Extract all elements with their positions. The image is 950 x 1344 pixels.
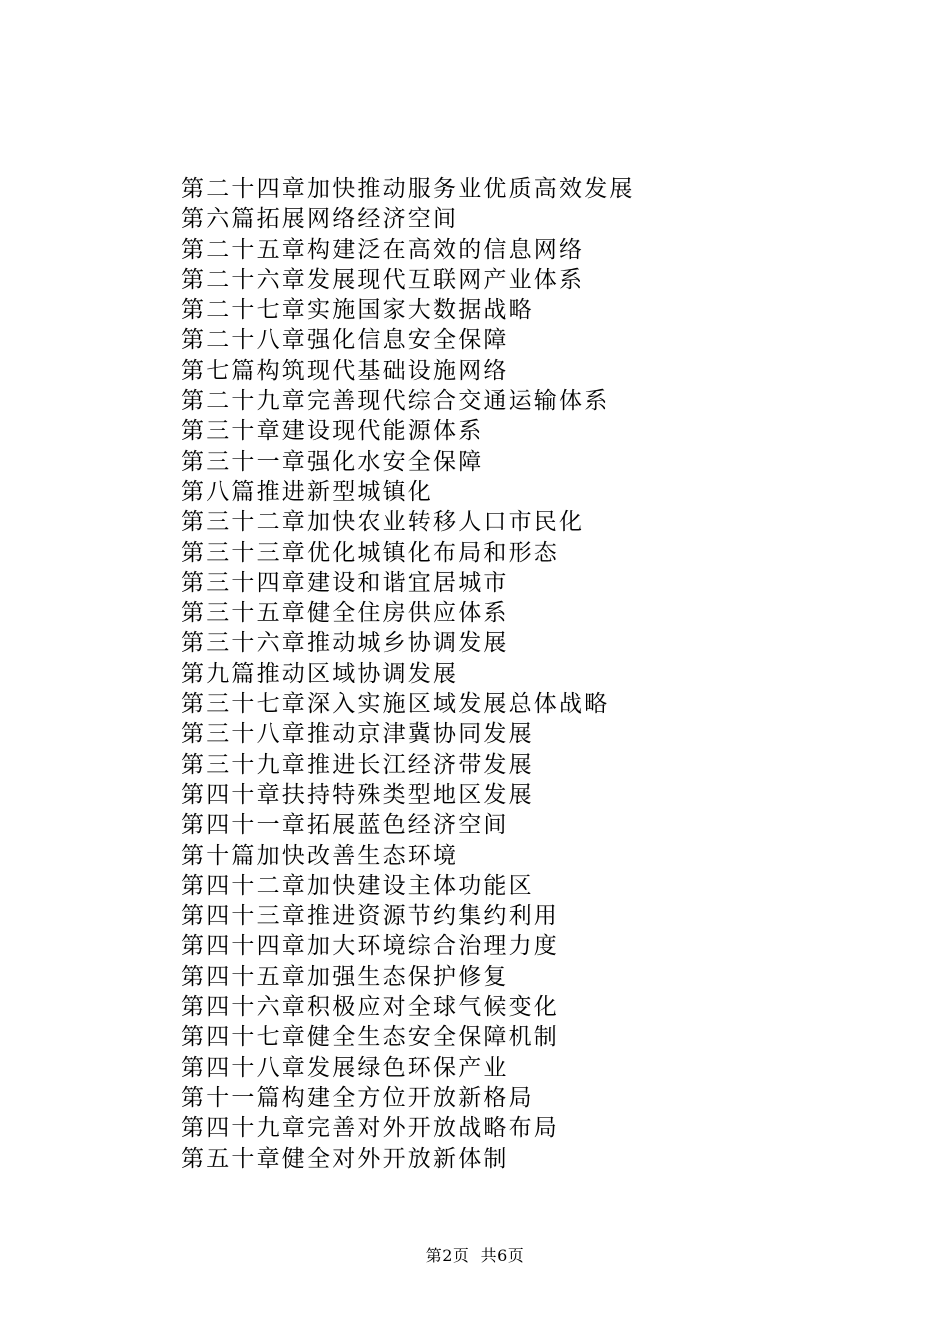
toc-line: 第三十二章加快农业转移人口市民化: [181, 509, 585, 536]
toc-line: 第二十五章构建泛在高效的信息网络: [181, 236, 585, 263]
footer-separator: [469, 1246, 480, 1265]
toc-line: 第三十三章优化城镇化布局和形态: [181, 539, 559, 566]
toc-line: 第二十六章发展现代互联网产业体系: [181, 266, 585, 293]
toc-line: 第七篇构筑现代基础设施网络: [181, 357, 509, 384]
table-of-contents: [181, 174, 635, 1174]
toc-line: 第四十一章拓展蓝色经济空间: [181, 812, 509, 839]
toc-line: 第二十七章实施国家大数据战略: [181, 297, 534, 324]
toc-line: 第二十八章强化信息安全保障: [181, 327, 509, 354]
page-total: 共6页: [480, 1246, 525, 1265]
toc-line: 第二十四章加快推动服务业优质高效发展: [181, 176, 635, 202]
toc-line: 第四十九章完善对外开放战略布局: [181, 1115, 559, 1142]
toc-line: 第四十三章推进资源节约集约利用: [181, 903, 559, 930]
toc-line: 第九篇推动区域协调发展: [181, 660, 459, 687]
toc-line: 第三十五章健全住房供应体系: [181, 600, 509, 627]
toc-line: 第四十八章发展绿色环保产业: [181, 1054, 509, 1081]
toc-line: 第四十四章加大环境综合治理力度: [181, 933, 559, 960]
toc-line: 第三十八章推动京津冀协同发展: [181, 721, 534, 748]
toc-line: 第三十章建设现代能源体系: [181, 418, 484, 445]
toc-line: 第三十七章深入实施区域发展总体战略: [181, 691, 610, 718]
toc-line: 第三十九章推进长江经济带发展: [181, 751, 534, 778]
page-footer: [0, 1243, 950, 1266]
toc-line: 第十一篇构建全方位开放新格局: [181, 1084, 534, 1111]
toc-line: 第三十六章推动城乡协调发展: [181, 630, 509, 657]
toc-line: 第三十四章建设和谐宜居城市: [181, 569, 509, 596]
toc-line: 第四十二章加快建设主体功能区: [181, 872, 534, 899]
toc-line: 第四十七章健全生态安全保障机制: [181, 1024, 559, 1051]
page-number: 第2页: [425, 1246, 470, 1265]
toc-line: 第十篇加快改善生态环境: [181, 842, 459, 869]
toc-line: 第三十一章强化水安全保障: [181, 448, 484, 475]
toc-line: 第八篇推进新型城镇化: [181, 478, 433, 505]
toc-line: 第五十章健全对外开放新体制: [181, 1145, 509, 1172]
toc-line: 第四十章扶持特殊类型地区发展: [181, 781, 534, 808]
toc-line: 第四十五章加强生态保护修复: [181, 963, 509, 990]
toc-line: 第六篇拓展网络经济空间: [181, 206, 459, 233]
toc-line: 第二十九章完善现代综合交通运输体系: [181, 388, 610, 415]
toc-line: 第四十六章积极应对全球气候变化: [181, 994, 559, 1021]
